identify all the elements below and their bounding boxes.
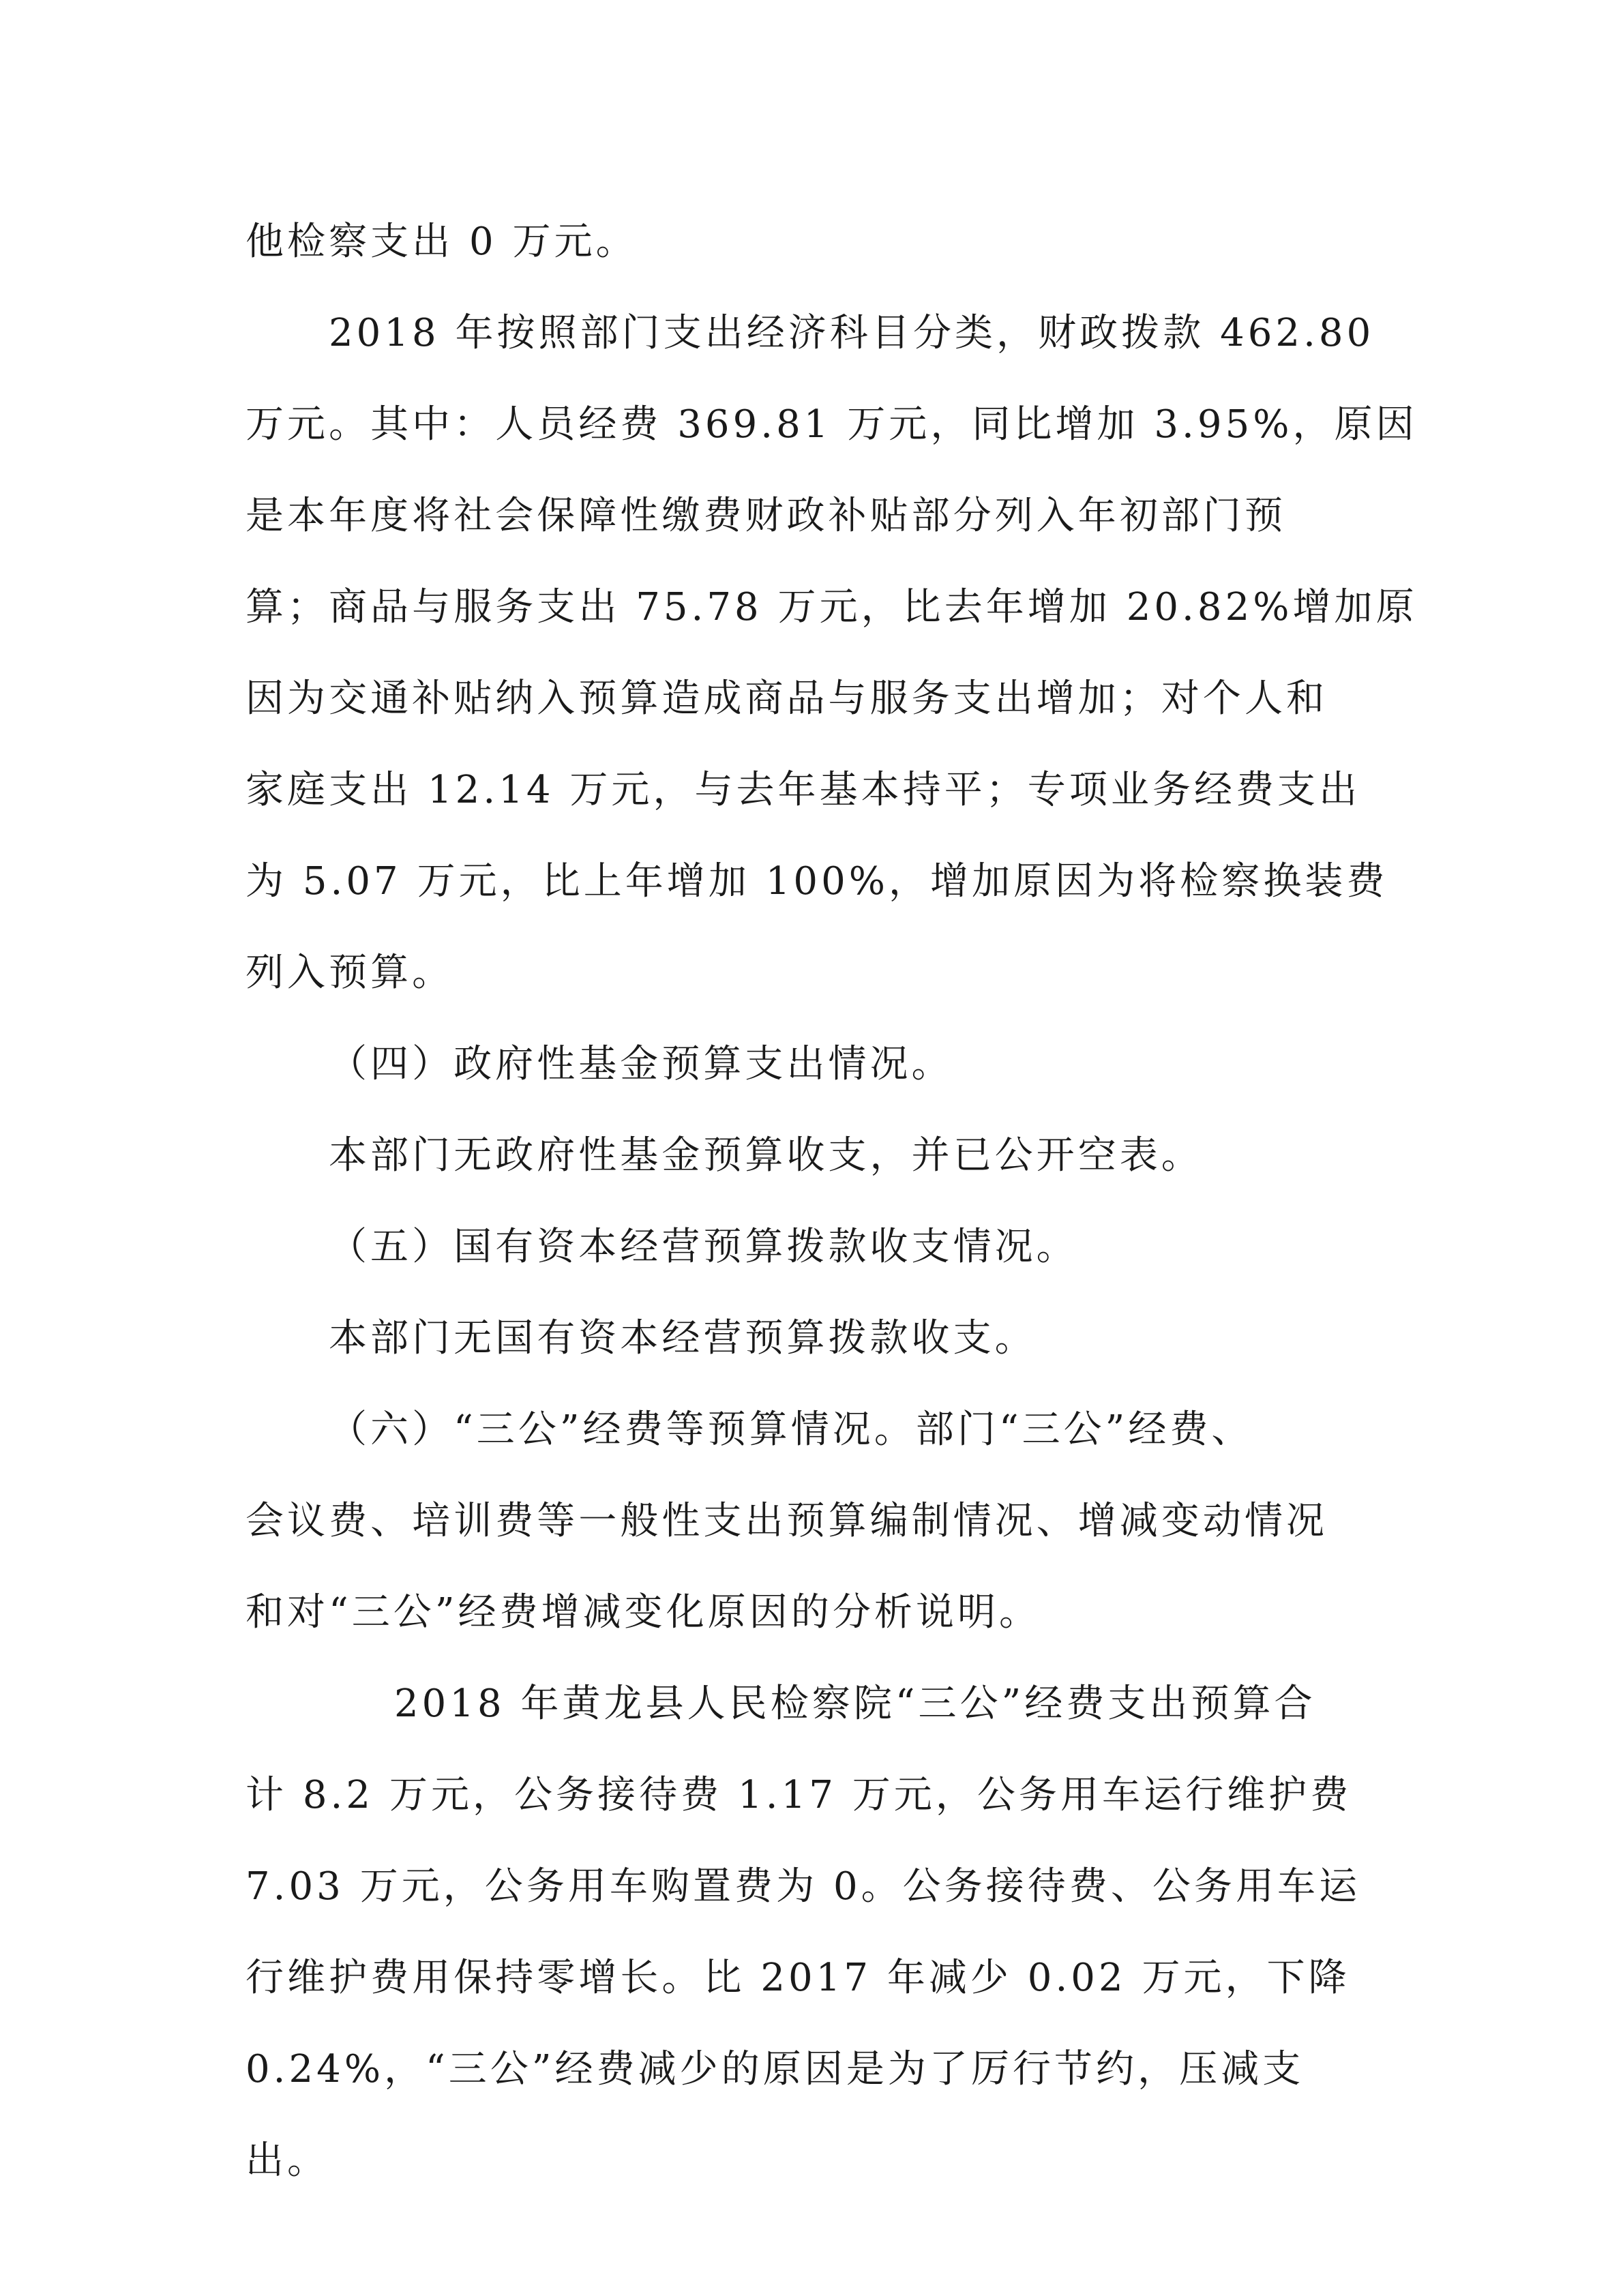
document-body <box>245 196 1418 2207</box>
section-heading: （四）政府性基金预算支出情况。 <box>329 1042 953 1086</box>
text-line: 列入预算。 <box>245 951 454 995</box>
text-line: 和对“三公”经费增减变化原因的分析说明。 <box>245 1590 1041 1635</box>
text-line: 2018 年按照部门支出经济科目分类，财政拨款 462.80 <box>329 311 1375 355</box>
text-line: 7.03 万元，公务用车购置费为 0。公务接待费、公务用车运 <box>245 1864 1361 1909</box>
text-line: 本部门无国有资本经营预算拨款收支。 <box>329 1316 1037 1360</box>
text-line: 计 8.2 万元，公务接待费 1.17 万元，公务用车运行维护费 <box>245 1773 1352 1817</box>
text-line: 因为交通补贴纳入预算造成商品与服务支出增加；对个人和 <box>245 676 1328 721</box>
text-line: 为 5.07 万元，比上年增加 100%，增加原因为将检察换装费 <box>245 859 1388 904</box>
text-line: 本部门无政府性基金预算收支，并已公开空表。 <box>329 1133 1203 1178</box>
text-line: 行维护费用保持零增长。比 2017 年减少 0.02 万元，下降 <box>245 1956 1350 2000</box>
text-line: 是本年度将社会保障性缴费财政补贴部分列入年初部门预 <box>245 494 1286 538</box>
text-line: 家庭支出 12.14 万元，与去年基本持平；专项业务经费支出 <box>245 768 1361 812</box>
text-line: 算；商品与服务支出 75.78 万元，比去年增加 20.82%增加原 <box>245 585 1418 629</box>
text-line: 0.24%，“三公”经费减少的原因是为了厉行节约，压减支 <box>245 2047 1305 2091</box>
section-heading: （五）国有资本经营预算拨款收支情况。 <box>329 1225 1078 1269</box>
section-heading: （六）“三公”经费等预算情况。部门“三公”经费、 <box>329 1407 1253 1452</box>
text-line: 会议费、培训费等一般性支出预算编制情况、增减变动情况 <box>245 1499 1328 1543</box>
text-line: 出。 <box>245 2138 329 2183</box>
text-line: 万元。其中：人员经费 369.81 万元，同比增加 3.95%，原因 <box>245 402 1418 447</box>
text-line: 2018 年黄龙县人民检察院“三公”经费支出预算合 <box>394 1682 1316 1726</box>
text-line: 他检察支出 0 万元。 <box>245 220 638 264</box>
